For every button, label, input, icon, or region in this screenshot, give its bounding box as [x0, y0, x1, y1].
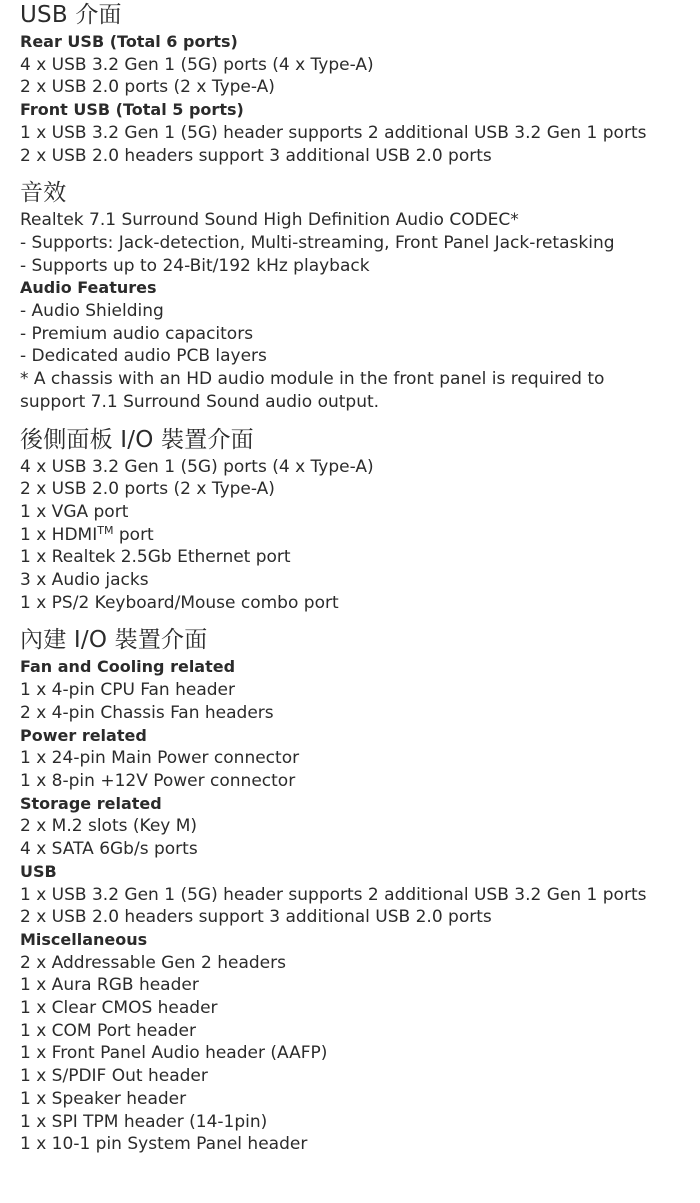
spec-line: 1 x 8-pin +12V Power connector — [20, 770, 296, 791]
hdmi-line — [20, 524, 700, 547]
spec-line: 1 x Aura RGB header — [20, 975, 199, 996]
spec-line: - Supports up to 24-Bit/192 kHz playback — [20, 255, 370, 276]
audio-note: * A chassis with an HD audio module in the front panel is required to support 7.1 Surround Sound audio output. — [20, 369, 605, 412]
sub-heading: USB — [20, 861, 57, 881]
spec-line: 1 x Front Panel Audio header (AAFP) — [20, 1043, 328, 1064]
spec-line: 1 x 10-1 pin System Panel header — [20, 1134, 308, 1155]
spec-line: 2 x 4-pin Chassis Fan headers — [20, 702, 274, 723]
section-title: 內建 I/O 裝置介面 — [20, 627, 208, 654]
sub-heading: Audio Features — [20, 278, 157, 298]
spec-line: 2 x USB 2.0 ports (2 x Type-A) — [20, 479, 275, 500]
spec-line: 2 x Addressable Gen 2 headers — [20, 952, 286, 973]
spec-line: - Premium audio capacitors — [20, 323, 254, 344]
spec-line: 1 x Speaker header — [20, 1088, 187, 1109]
spec-line: 4 x USB 3.2 Gen 1 (5G) ports (4 x Type-A) — [20, 54, 374, 75]
sub-heading: Storage related — [20, 793, 162, 813]
spec-line: 1 x Clear CMOS header — [20, 998, 218, 1019]
spec-line: 4 x SATA 6Gb/s ports — [20, 839, 198, 860]
audio-section — [20, 178, 700, 413]
spec-line: 2 x M.2 slots (Key M) — [20, 816, 198, 837]
spec-line: 1 x USB 3.2 Gen 1 (5G) header supports 2 additional USB 3.2 Gen 1 ports — [20, 884, 647, 905]
hdmi-suffix: port — [113, 524, 154, 545]
hdmi-prefix: 1 x HDMI — [20, 524, 98, 545]
sub-heading: Power related — [20, 725, 147, 745]
sub-heading: Fan and Cooling related — [20, 657, 236, 677]
sub-heading: Front USB (Total 5 ports) — [20, 100, 244, 120]
section-title: 音效 — [20, 180, 67, 207]
spec-line: 1 x PS/2 Keyboard/Mouse combo port — [20, 592, 339, 613]
section-title: 後側面板 I/O 裝置介面 — [20, 426, 254, 453]
spec-line: 1 x Realtek 2.5Gb Ethernet port — [20, 547, 291, 568]
spec-line: 4 x USB 3.2 Gen 1 (5G) ports (4 x Type-A) — [20, 456, 374, 477]
spec-line: 1 x SPI TPM header (14-1pin) — [20, 1111, 268, 1132]
spec-line: 1 x VGA port — [20, 501, 129, 522]
spec-line: 1 x USB 3.2 Gen 1 (5G) header supports 2 additional USB 3.2 Gen 1 ports — [20, 122, 647, 143]
sub-heading: Miscellaneous — [20, 929, 148, 949]
spec-line: - Audio Shielding — [20, 301, 164, 322]
sub-heading: Rear USB (Total 6 ports) — [20, 32, 238, 51]
section-title: USB 介面 — [20, 2, 122, 28]
spec-line: 2 x USB 2.0 headers support 3 additional USB 2.0 ports — [20, 145, 492, 166]
spec-line: 2 x USB 2.0 headers support 3 additional USB 2.0 ports — [20, 907, 492, 928]
internal-io-section — [20, 625, 700, 1155]
spec-line: - Supports: Jack-detection, Multi-streaming, Front Panel Jack-retasking — [20, 232, 615, 253]
spec-line: - Dedicated audio PCB layers — [20, 346, 267, 367]
spec-line: Realtek 7.1 Surround Sound High Definition Audio CODEC* — [20, 210, 519, 231]
spec-line: 1 x COM Port header — [20, 1020, 197, 1041]
spec-line: 1 x 4-pin CPU Fan header — [20, 680, 235, 701]
usb-section — [20, 0, 700, 167]
rear-io-section — [20, 425, 700, 615]
spec-line: 3 x Audio jacks — [20, 570, 149, 591]
spec-line: 2 x USB 2.0 ports (2 x Type-A) — [20, 77, 275, 98]
spec-line: 1 x S/PDIF Out header — [20, 1066, 208, 1087]
spec-line: 1 x 24-pin Main Power connector — [20, 748, 300, 769]
trademark-sup: TM — [97, 523, 114, 537]
